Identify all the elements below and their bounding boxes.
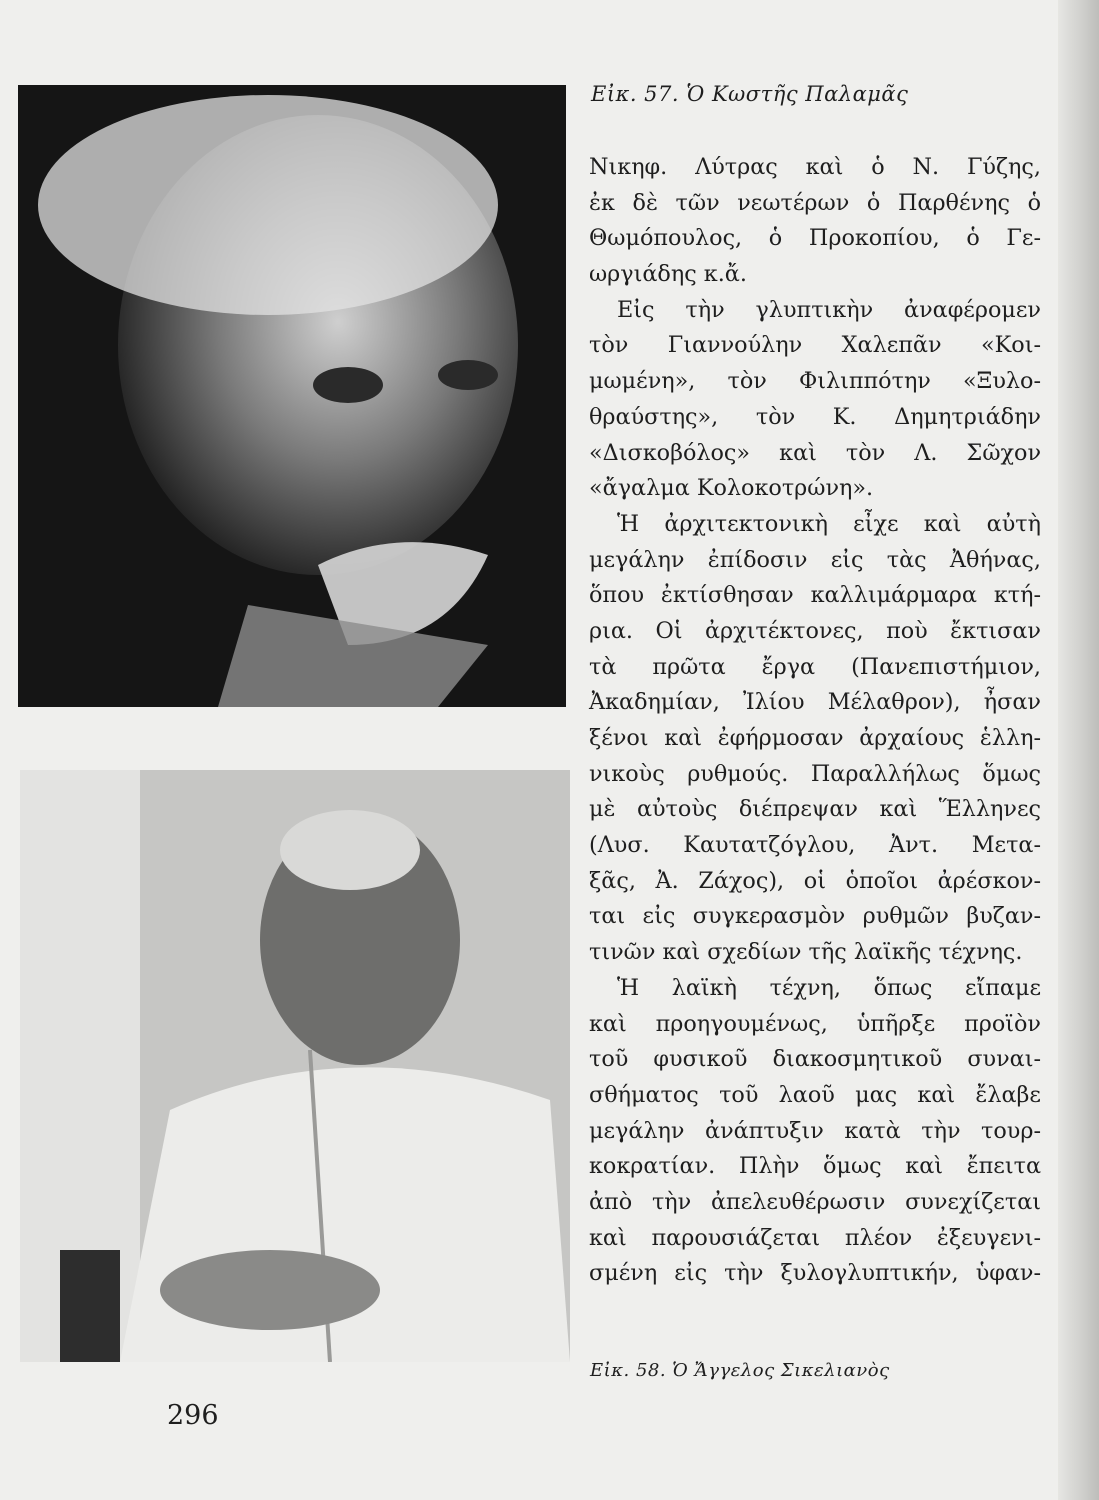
- text-line: σμένη εἰς τὴν ξυλογλυπτικήν, ὑφαν-: [589, 1260, 1041, 1287]
- text-line: τὸν Γιαννούλην Χαλεπᾶν «Κοι-: [589, 332, 1041, 359]
- text-line: (Λυσ. Καυτατζόγλου, Ἀντ. Μετα-: [589, 832, 1041, 859]
- text-line: θραύστης», τὸν Κ. Δημητριάδην: [589, 403, 1041, 430]
- caption-figure-58: Εἰκ. 58. Ὁ Ἄγγελος Σικελιανὸς: [590, 1360, 890, 1381]
- text-line: μωμένη», τὸν Φιλιππότην «Ξυλο-: [589, 368, 1041, 395]
- text-line: ται εἰς συγκερασμὸν ρυθμῶν βυζαν-: [589, 903, 1041, 930]
- text-line: ἐκ δὲ τῶν νεωτέρων ὁ Παρθένης ὁ: [589, 189, 1041, 216]
- portrait-sketch-icon: [18, 85, 566, 707]
- text-line: ξένοι καὶ ἐφήρμοσαν ἀρχαίους ἑλλη-: [589, 725, 1041, 751]
- caption-figure-57: Εἰκ. 57. Ὁ Κωστῆς Παλαμᾶς: [591, 82, 909, 106]
- page-edge-shadow: [1058, 0, 1099, 1500]
- text-line: καὶ προηγουμένως, ὑπῆρξε προϊὸν: [589, 1010, 1041, 1037]
- text-line: μεγάλην ἀνάπτυξιν κατὰ τὴν τουρ-: [589, 1117, 1041, 1144]
- text-line: «ἄγαλμα Κολοκοτρώνη».: [589, 475, 874, 502]
- text-line: κοκρατίαν. Πλὴν ὅμως καὶ ἔπειτα: [589, 1153, 1041, 1180]
- photo-sikelianos: [20, 770, 570, 1362]
- text-line: τινῶν καὶ σχεδίων τῆς λαϊκῆς τέχνης.: [589, 939, 1023, 966]
- text-line: καὶ παρουσιάζεται πλέον ἐξευγενι-: [589, 1224, 1041, 1251]
- portrait-sketch-icon: [20, 770, 570, 1362]
- text-line: Ἡ ἀρχιτεκτονικὴ εἶχε καὶ αὐτὴ: [617, 510, 1041, 537]
- text-line: Ἡ λαϊκὴ τέχνη, ὅπως εἴπαμε: [617, 974, 1041, 1001]
- text-line: ὅπου ἐκτίσθησαν καλλιμάρμαρα κτή-: [589, 582, 1041, 609]
- text-line: μὲ αὐτοὺς διέπρεψαν καὶ Ἕλληνες: [589, 796, 1041, 823]
- text-line: νικοὺς ρυθμούς. Παραλλήλως ὅμως: [589, 760, 1041, 787]
- text-line: ρια. Οἱ ἀρχιτέκτονες, ποὺ ἔκτισαν: [589, 617, 1041, 644]
- text-line: «Δισκοβόλος» καὶ τὸν Λ. Σῶχον: [589, 439, 1041, 466]
- text-line: τοῦ φυσικοῦ διακοσμητικοῦ συναι-: [589, 1046, 1041, 1073]
- text-line: μεγάλην ἐπίδοσιν εἰς τὰς Ἀθήνας,: [589, 546, 1041, 573]
- text-line: Εἰς τὴν γλυπτικὴν ἀναφέρομεν: [617, 296, 1041, 323]
- text-line: ξᾶς, Ἀ. Ζάχος), οἱ ὁποῖοι ἀρέσκον-: [589, 867, 1041, 894]
- text-line: Ἀκαδημίαν, Ἰλίου Μέλαθρον), ἦσαν: [589, 689, 1041, 716]
- text-line: ἀπὸ τὴν ἀπελευθέρωσιν συνεχίζεται: [589, 1188, 1041, 1215]
- text-line: ωργιάδης κ.ἄ.: [589, 261, 747, 288]
- text-line: σθήματος τοῦ λαοῦ μας καὶ ἔλαβε: [589, 1081, 1041, 1108]
- text-line: Θωμόπουλος, ὁ Προκοπίου, ὁ Γε-: [589, 225, 1041, 252]
- page-number: 296: [167, 1400, 219, 1431]
- text-line: τὰ πρῶτα ἔργα (Πανεπιστήμιον,: [589, 653, 1041, 680]
- photo-palamas: [18, 85, 566, 707]
- text-line: Νικηφ. Λύτρας καὶ ὁ Ν. Γύζης,: [589, 154, 1041, 180]
- body-text: [589, 150, 1041, 1292]
